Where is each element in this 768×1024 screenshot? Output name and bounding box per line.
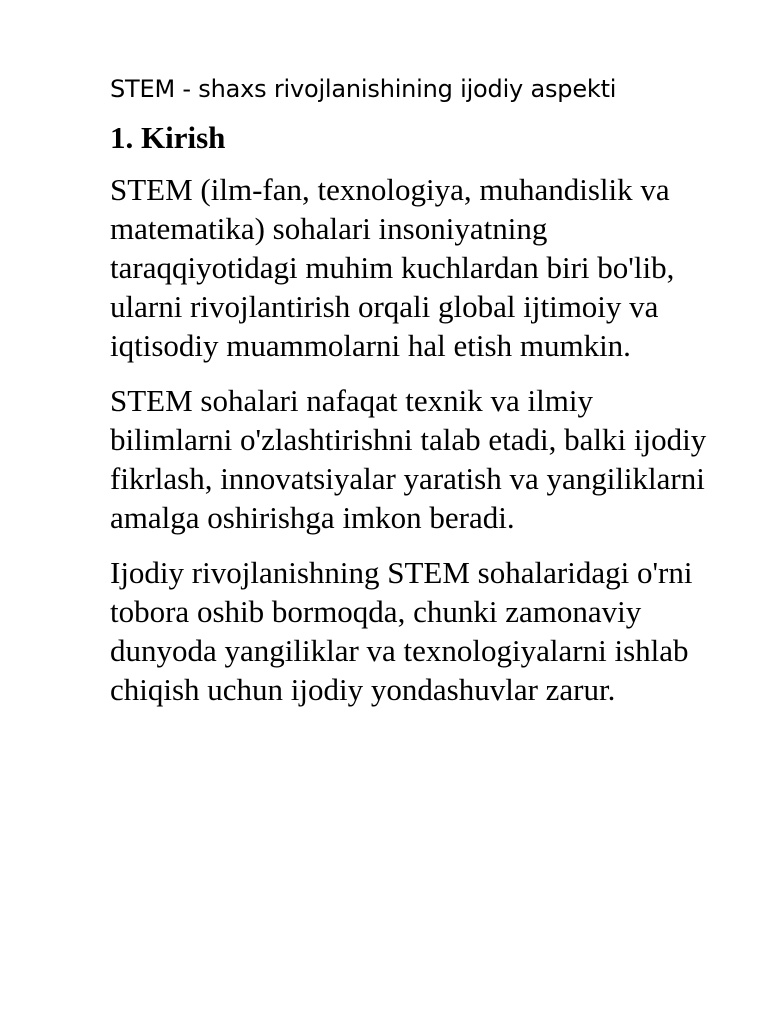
section-heading: 1. Kirish <box>110 120 226 155</box>
paragraph: STEM sohalari nafaqat texnik va ilmiy bilimlarni o'zlashtirishni talab etadi, balki ijodiy fikrlash, innovatsiyalar yaratish va yangiliklarni amalga oshirishga imkon beradi. <box>110 383 707 535</box>
document-title: STEM - shaxs rivojlanishining ijodiy aspekti <box>110 75 617 103</box>
paragraph: STEM (ilm-fan, texnologiya, muhandislik va matematika) sohalari insoniyatning taraqqiyotidagi muhim kuchlardan biri bo'lib, ularni rivojlantirish orqali global ijtimoiy va iqtisodiy muammolarni hal etish mumkin. <box>110 172 675 363</box>
document-content <box>110 70 720 725</box>
paragraph: Ijodiy rivojlanishning STEM sohalaridagi o'rni tobora oshib bormoqda, chunki zamonaviy dunyoda yangiliklar va texnologiyalarni ishlab chiqish uchun ijodiy yondashuvlar zarur. <box>110 555 693 707</box>
